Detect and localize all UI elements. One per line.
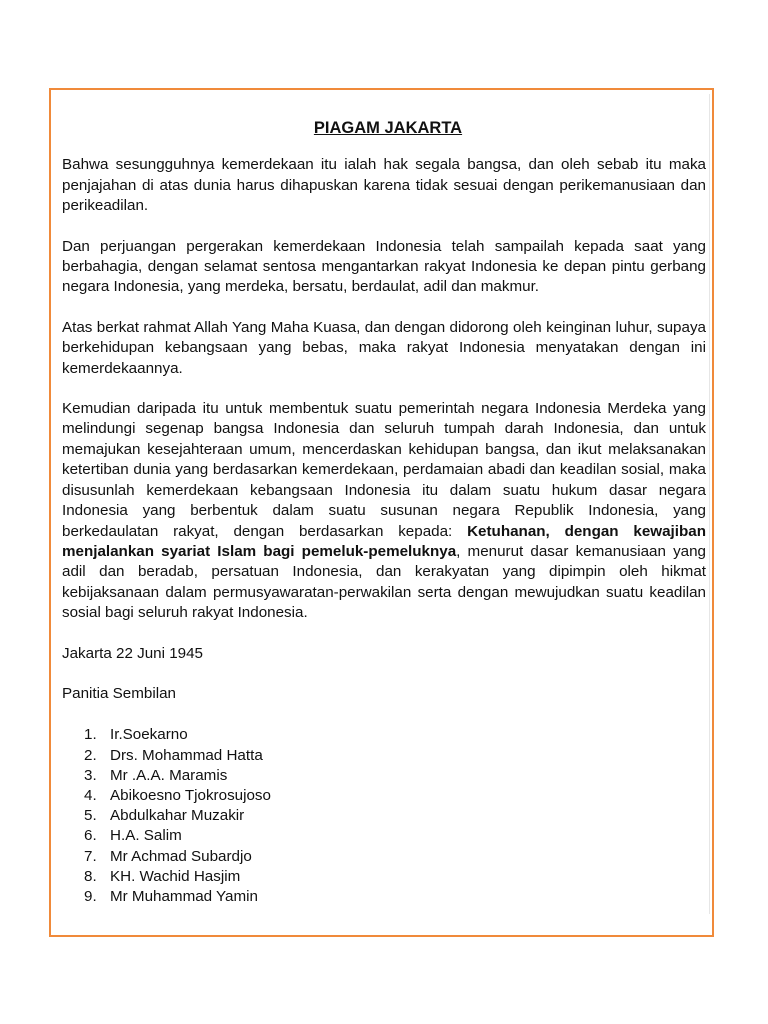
list-item: [84, 826, 706, 846]
list-item: [84, 786, 706, 806]
signatory-name: Mr Muhammad Yamin: [110, 887, 258, 905]
list-number: 7.: [84, 847, 97, 865]
paragraph-4-after: , menurut dasar kemanusiaan yang adil dan beradab, persatuan Indonesia, dan kerakyatan yang dipimpin oleh hikmat kebijaksanaan dalam permusyawaratan-perwakilan serta dengan mewujudkan suatu keadilan sosial bagi seluruh rakyat Indonesia.: [62, 542, 706, 622]
paragraph-1: Bahwa sesungguhnya kemerdekaan itu ialah hak segala bangsa, dan oleh sebab itu maka penjajahan di atas dunia harus dihapuskan karena tidak sesuai dengan perikemanusiaan dan perikeadilan.: [62, 156, 706, 215]
signatory-name: Mr .A.A. Maramis: [110, 766, 228, 784]
list-number: 6.: [84, 827, 97, 845]
signatory-name: Abikoesno Tjokrosujoso: [110, 786, 271, 804]
list-item: [84, 725, 706, 745]
paragraph-2: Dan perjuangan pergerakan kemerdekaan Indonesia telah sampailah kepada saat yang berbahagia, dengan selamat sentosa mengantarkan rakyat Indonesia ke depan pintu gerbang negara Indonesia, yang merdeka, bersatu, berdaulat, adil dan makmur.: [62, 237, 706, 296]
scan-edge-line: [709, 94, 710, 914]
list-number: 2.: [84, 746, 97, 764]
list-item: [84, 746, 706, 766]
list-item: [84, 806, 706, 826]
committee-name: Panitia Sembilan: [62, 684, 176, 702]
paragraph-4-emphasis: Ketuhanan, dengan kewajiban menjalankan syariat Islam bagi pemeluk-pemeluknya: [62, 522, 706, 560]
list-number: 1.: [84, 726, 97, 744]
document-body: [62, 118, 706, 907]
signatory-name: Abdulkahar Muzakir: [110, 807, 245, 825]
list-item: [84, 766, 706, 786]
list-item: [84, 867, 706, 887]
document-title: PIAGAM JAKARTA: [313, 119, 463, 137]
signatory-name: Mr Achmad Subardjo: [110, 847, 252, 865]
paragraph-3: Atas berkat rahmat Allah Yang Maha Kuasa, dan dengan didorong oleh keinginan luhur, supaya berkehidupan kebangsaan yang bebas, maka rakyat Indonesia menyatakan dengan ini kemerdekaannya.: [62, 318, 706, 377]
list-number: 9.: [84, 887, 97, 905]
list-number: 5.: [84, 807, 97, 825]
list-number: 4.: [84, 786, 97, 804]
signatory-list: [62, 725, 706, 907]
list-item: [84, 887, 706, 907]
date-line: Jakarta 22 Juni 1945: [62, 644, 204, 662]
list-number: 8.: [84, 867, 97, 885]
list-number: 3.: [84, 766, 97, 784]
signatory-name: Ir.Soekarno: [110, 726, 188, 744]
signatory-name: Drs. Mohammad Hatta: [110, 746, 263, 764]
signatory-name: H.A. Salim: [110, 827, 182, 845]
paragraph-4: [62, 399, 706, 623]
signatory-name: KH. Wachid Hasjim: [110, 867, 241, 885]
list-item: [84, 847, 706, 867]
paragraph-4-before: Kemudian daripada itu untuk membentuk suatu pemerintah negara Indonesia Merdeka yang melindungi segenap bangsa Indonesia dan seluruh tumpah darah Indonesia, dan untuk memajukan kesejahteraan umum, mencerdaskan kehidupan bangsa, dan ikut melaksanakan ketertiban dunia yang berdasarkan kemerdekaan, perdamaian abadi dan keadilan sosial, maka disusunlah kemerdekaan kebangsaan Indonesia itu dalam suatu hukum dasar negara Indonesia yang berbentuk dalam suatu susunan negara Republik Indonesia, yang berkedaulatan rakyat, dengan berdasarkan kepada:: [62, 400, 706, 540]
